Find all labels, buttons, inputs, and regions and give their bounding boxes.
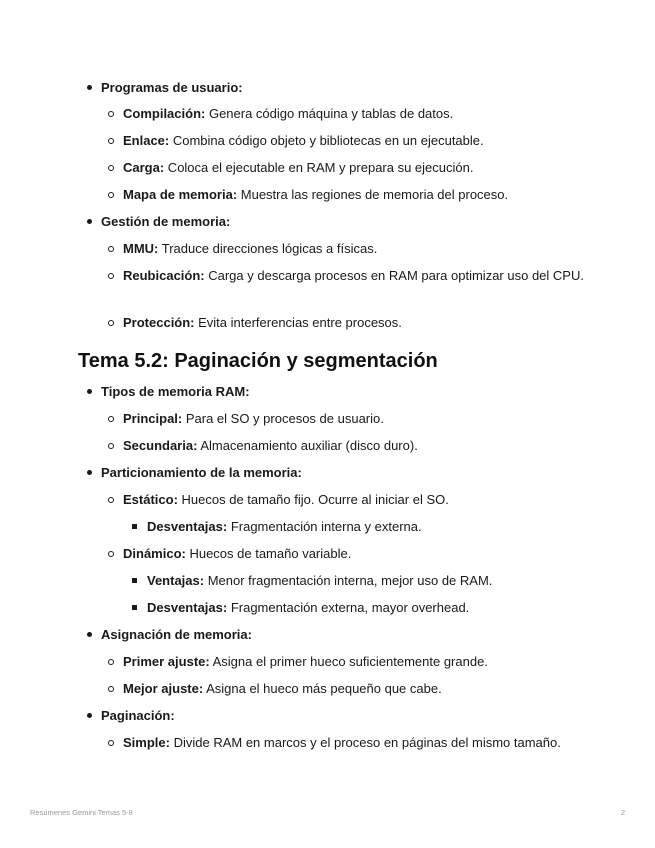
bullet-circle: [108, 273, 114, 279]
bullet-circle: [108, 416, 114, 422]
list-item-level2: Enlace: Combina código objeto y bibliotecas en un ejecutable.: [123, 133, 484, 148]
bullet-circle: [108, 165, 114, 171]
footer-page-number: 2: [620, 808, 625, 817]
list-item-level2: Primer ajuste: Asigna el primer hueco suficientemente grande.: [123, 654, 488, 669]
bullet-square: [132, 578, 137, 583]
bullet-circle: [108, 659, 114, 665]
bullet-circle: [108, 740, 114, 746]
list-item-level1: Paginación:: [101, 708, 175, 723]
list-item-level1: Particionamiento de la memoria:: [101, 465, 302, 480]
bullet-square: [132, 524, 137, 529]
bullet-circle: [108, 246, 114, 252]
bullet-disc: [87, 85, 92, 90]
bullet-disc: [87, 632, 92, 637]
bullet-disc: [87, 713, 92, 718]
bullet-disc: [87, 470, 92, 475]
bullet-circle: [108, 443, 114, 449]
list-item-level2: Principal: Para el SO y procesos de usuario.: [123, 411, 384, 426]
bullet-disc: [87, 389, 92, 394]
list-item-level2: MMU: Traduce direcciones lógicas a físicas.: [123, 241, 378, 256]
bullet-circle: [108, 192, 114, 198]
footer-document-title: Resumenes Gemini Temas 5-8: [30, 808, 133, 817]
bullet-circle: [108, 686, 114, 692]
list-item-level2: Dinámico: Huecos de tamaño variable.: [123, 546, 352, 561]
bullet-circle: [108, 111, 114, 117]
bullet-circle: [108, 320, 114, 326]
list-item-level2: Estático: Huecos de tamaño fijo. Ocurre al iniciar el SO.: [123, 492, 449, 507]
list-item-level3: Desventajas: Fragmentación interna y externa.: [147, 519, 422, 534]
section-heading: Tema 5.2: Paginación y segmentación: [78, 350, 438, 372]
list-item-level2: Protección: Evita interferencias entre procesos.: [123, 315, 402, 330]
bullet-circle: [108, 497, 114, 503]
list-item-level2: Carga: Coloca el ejecutable en RAM y prepara su ejecución.: [123, 160, 474, 175]
list-item-level1: Tipos de memoria RAM:: [101, 384, 250, 399]
list-item-level2: Mapa de memoria: Muestra las regiones de memoria del proceso.: [123, 187, 509, 202]
list-item-level1: Gestión de memoria:: [101, 214, 231, 229]
list-item-level1: Programas de usuario:: [101, 80, 243, 95]
list-item-level2: Compilación: Genera código máquina y tablas de datos.: [123, 106, 454, 121]
bullet-circle: [108, 551, 114, 557]
list-item-level2: Mejor ajuste: Asigna el hueco más pequeño que cabe.: [123, 681, 442, 696]
list-item-level2: Reubicación: Carga y descarga procesos en RAM para optimizar uso del CPU.: [123, 268, 584, 283]
list-item-level2: Simple: Divide RAM en marcos y el proceso en páginas del mismo tamaño.: [123, 735, 561, 750]
bullet-square: [132, 605, 137, 610]
bullet-disc: [87, 219, 92, 224]
list-item-level1: Asignación de memoria:: [101, 627, 252, 642]
list-item-level3: Ventajas: Menor fragmentación interna, mejor uso de RAM.: [147, 573, 493, 588]
list-item-level2: Secundaria: Almacenamiento auxiliar (disco duro).: [123, 438, 418, 453]
bullet-circle: [108, 138, 114, 144]
list-item-level3: Desventajas: Fragmentación externa, mayor overhead.: [147, 600, 470, 615]
